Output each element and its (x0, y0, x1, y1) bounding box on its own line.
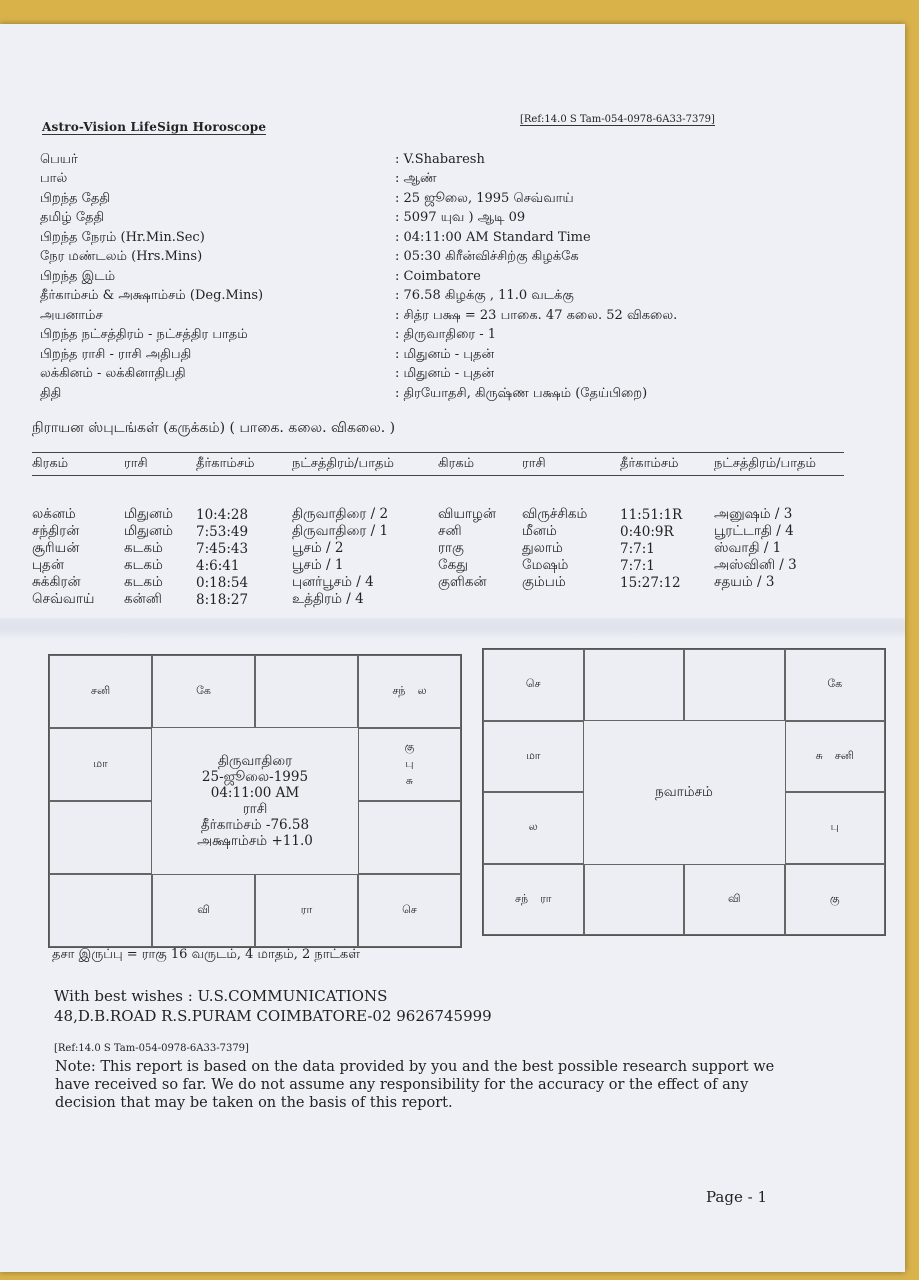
planet-cell: துலாம் (522, 540, 563, 556)
planet-cell: சந்திரன் (32, 523, 80, 539)
planet-cell: மீனம் (522, 523, 557, 539)
planet-table-header (32, 452, 844, 476)
planet-cell: கன்னி (124, 591, 162, 607)
planet-cell: 7:7:1 (620, 541, 655, 557)
chart-center-line: 04:11:00 AM (210, 785, 300, 801)
footer-ref: [Ref:14.0 S Tam-054-0978-6A33-7379] (54, 1043, 249, 1054)
planet-cell: 8:18:27 (196, 592, 249, 608)
planet-abbr: ரா (540, 891, 552, 905)
chart-house (684, 649, 785, 721)
planet-row (32, 574, 844, 591)
chart-house (785, 649, 886, 721)
detail-row (40, 287, 840, 307)
planet-cell: உத்திரம் / 4 (292, 591, 364, 607)
wishes-block (54, 986, 492, 1026)
column-header: கிரகம் (438, 456, 475, 471)
detail-value: : 04:11:00 AM Standard Time (395, 230, 591, 246)
planet-cell: சனி (438, 523, 462, 539)
chart-house (49, 655, 152, 728)
planet-cell: மிதுனம் (124, 523, 173, 539)
chart-house (49, 874, 152, 947)
chart-house (785, 721, 886, 793)
planet-cell: சுக்கிரன் (32, 574, 81, 590)
detail-value: : மிதுனம் - புதன் (395, 346, 495, 362)
chart-house (49, 801, 152, 874)
detail-row (40, 365, 840, 385)
paper-fold (0, 618, 905, 638)
report-title: Astro-Vision LifeSign Horoscope (42, 120, 267, 134)
detail-value: : திரயோதசி, கிருஷ்ண பக்ஷம் (தேய்பிறை) (395, 385, 648, 401)
detail-row (40, 326, 840, 346)
planet-cell: சதயம் / 3 (714, 574, 775, 590)
chart-house (584, 649, 685, 721)
chart-house (49, 728, 152, 801)
planet-row (32, 557, 844, 574)
detail-value: : ஆண் (395, 171, 437, 187)
planet-cell: 7:45:43 (196, 541, 249, 557)
planet-abbr: ல (528, 820, 538, 834)
planet-positions-table (32, 452, 844, 608)
planet-abbr: கே (827, 677, 843, 691)
planet-cell: 10:4:28 (196, 507, 249, 523)
detail-value: : Coimbatore (395, 269, 481, 285)
planet-positions-title: நிராயன ஸ்புடங்கள் (கருக்கம்) ( பாகை. கலை. விகலை. ) (32, 420, 396, 436)
detail-row (40, 267, 840, 287)
address-line: 48,D.B.ROAD R.S.PURAM COIMBATORE-02 9626745999 (54, 1007, 492, 1025)
chart-house (483, 649, 584, 721)
planet-abbr: பு (405, 757, 414, 770)
planet-abbr: சந் (392, 684, 406, 697)
planet-cell: வியாழன் (438, 506, 496, 522)
planet-abbr: சு (405, 774, 414, 787)
planet-cell: செவ்வாய் (32, 591, 95, 607)
detail-key: பிறந்த இடம் (40, 268, 116, 284)
chart-house (152, 874, 255, 947)
dasa-balance: தசா இருப்பு = ராகு 16 வருடம், 4 மாதம், 2 நாட்கள் (52, 947, 360, 962)
chart-center-line: நவாம்சம் (655, 784, 713, 800)
planet-abbr: கு (404, 740, 415, 753)
column-header: கிரகம் (32, 456, 69, 471)
planet-cell: புனர்பூசம் / 4 (292, 574, 374, 590)
detail-key: நேர மண்டலம் (Hrs.Mins) (40, 249, 203, 265)
planet-abbr: கு (829, 891, 840, 905)
column-header: தீர்காம்சம் (620, 456, 679, 471)
planet-abbr: சு (815, 748, 823, 762)
planet-cell: திருவாதிரை / 2 (292, 506, 389, 522)
detail-key: பிறந்த நேரம் (Hr.Min.Sec) (40, 229, 205, 245)
chart-house (785, 792, 886, 864)
navamsa-chart (482, 648, 886, 936)
detail-row (40, 189, 840, 209)
planet-cell: 11:51:1R (620, 507, 683, 523)
report-ref: [Ref:14.0 S Tam-054-0978-6A33-7379] (520, 114, 715, 125)
planet-cell: குளிகன் (438, 574, 487, 590)
detail-key: தீர்காம்சம் & அக்ஷாம்சம் (Deg.Mins) (40, 288, 264, 304)
planet-abbr: மா (93, 757, 108, 770)
planet-cell: மேஷம் (522, 557, 569, 573)
column-header: ராசி (124, 456, 148, 471)
chart-house (255, 874, 358, 947)
detail-key: பிறந்த ராசி - ராசி அதிபதி (40, 346, 192, 362)
planet-cell: 7:53:49 (196, 524, 249, 540)
planet-cell: 15:27:12 (620, 575, 681, 591)
planet-cell: கடகம் (124, 540, 163, 556)
detail-value: : 76.58 கிழக்கு , 11.0 வடக்கு (395, 288, 574, 304)
detail-row (40, 150, 840, 170)
detail-key: திதி (40, 385, 62, 401)
chart-house (684, 864, 785, 936)
detail-key: தமிழ் தேதி (40, 210, 105, 226)
detail-row (40, 306, 840, 326)
chart-center-line: ராசி (242, 801, 268, 817)
chart-house (255, 655, 358, 728)
detail-value: : 25 ஜூலை, 1995 செவ்வாய் (395, 190, 574, 206)
detail-row (40, 170, 840, 190)
chart-house (358, 874, 461, 947)
detail-key: பிறந்த தேதி (40, 190, 110, 206)
detail-key: அயனாம்ச (40, 307, 103, 323)
page-number: Page - 1 (706, 1188, 767, 1206)
chart-house (584, 864, 685, 936)
detail-key: பால் (40, 171, 68, 187)
column-header: தீர்காம்சம் (196, 456, 255, 471)
chart-center (152, 728, 358, 874)
detail-row (40, 384, 840, 404)
planet-abbr: சனி (834, 748, 854, 762)
detail-value: : 05:30 கிரீன்விச்சிற்கு கிழக்கே (395, 249, 579, 265)
chart-center (584, 721, 785, 864)
planet-cell: புதன் (32, 557, 64, 573)
planet-abbr: செ (525, 677, 541, 691)
detail-value: : சித்ர பக்ஷ = 23 பாகை. 47 கலை. 52 விகலை. (395, 307, 678, 323)
planet-row (32, 591, 844, 608)
detail-row (40, 209, 840, 229)
planet-cell: பூசம் / 1 (292, 557, 344, 573)
detail-row (40, 345, 840, 365)
detail-value: : மிதுனம் - புதன் (395, 366, 495, 382)
detail-value: : திருவாதிரை - 1 (395, 327, 497, 343)
planet-cell: கும்பம் (522, 574, 566, 590)
planet-cell: மிதுனம் (124, 506, 173, 522)
planet-cell: பூரட்டாதி / 4 (714, 523, 794, 539)
birth-details (40, 150, 840, 404)
chart-house (483, 864, 584, 936)
wishes-line: With best wishes : U.S.COMMUNICATIONS (54, 987, 388, 1005)
planet-cell: அஸ்வினி / 3 (714, 557, 797, 573)
planet-abbr: பு (830, 820, 839, 834)
planet-abbr: செ (402, 903, 417, 916)
column-header: நட்சத்திரம்/பாதம் (292, 456, 394, 471)
chart-center-line: திருவாதிரை (217, 753, 293, 769)
planet-abbr: ல (417, 684, 427, 697)
chart-center-line: அக்ஷாம்சம் +11.0 (197, 833, 313, 849)
chart-center-line: 25-ஜூலை-1995 (201, 769, 309, 785)
chart-house (358, 801, 461, 874)
planet-cell: 0:40:9R (620, 524, 674, 540)
disclaimer-note: Note: This report is based on the data provided by you and the best possible research support we have received so far. We do not assume any responsibility for the accuracy or the effect of any decision that may be taken on the basis of this report. (55, 1059, 775, 1111)
chart-house (358, 728, 461, 801)
column-header: ராசி (522, 456, 546, 471)
detail-row (40, 248, 840, 268)
chart-house (483, 792, 584, 864)
detail-key: லக்கினம் - லக்கினாதிபதி (40, 366, 186, 382)
planet-cell: பூசம் / 2 (292, 540, 344, 556)
planet-table-body (32, 506, 844, 608)
planet-cell: அனுஷம் / 3 (714, 506, 793, 522)
chart-house (785, 864, 886, 936)
planet-cell: கடகம் (124, 557, 163, 573)
planet-cell: திருவாதிரை / 1 (292, 523, 389, 539)
chart-house (483, 721, 584, 793)
planet-cell: கடகம் (124, 574, 163, 590)
column-header: நட்சத்திரம்/பாதம் (714, 456, 816, 471)
planet-abbr: வி (727, 891, 741, 905)
planet-abbr: சந் (514, 891, 529, 905)
planet-abbr: கே (196, 684, 211, 697)
planet-cell: 4:6:41 (196, 558, 240, 574)
planet-abbr: ரா (300, 903, 313, 916)
planet-cell: ஸ்வாதி / 1 (714, 540, 782, 556)
planet-cell: கேது (438, 557, 468, 573)
planet-cell: 0:18:54 (196, 575, 249, 591)
planet-abbr: வி (197, 903, 210, 916)
planet-abbr: மா (525, 748, 541, 762)
planet-row (32, 540, 844, 557)
planet-row (32, 506, 844, 523)
planet-cell: 7:7:1 (620, 558, 655, 574)
planet-abbr: சனி (90, 684, 111, 697)
planet-cell: சூரியன் (32, 540, 80, 556)
planet-cell: ராகு (438, 540, 464, 556)
planet-row (32, 523, 844, 540)
detail-row (40, 228, 840, 248)
chart-center-line: தீர்காம்சம் -76.58 (200, 817, 310, 833)
detail-value: : V.Shabaresh (395, 152, 485, 168)
detail-value: : 5097 யுவ ) ஆடி 09 (395, 210, 526, 226)
chart-house (358, 655, 461, 728)
rasi-chart (48, 654, 462, 948)
planet-cell: லக்னம் (32, 506, 76, 522)
detail-key: பிறந்த நட்சத்திரம் - நட்சத்திர பாதம் (40, 327, 248, 343)
detail-key: பெயர் (40, 151, 78, 167)
planet-cell: விருச்சிகம் (522, 506, 588, 522)
chart-house (152, 655, 255, 728)
